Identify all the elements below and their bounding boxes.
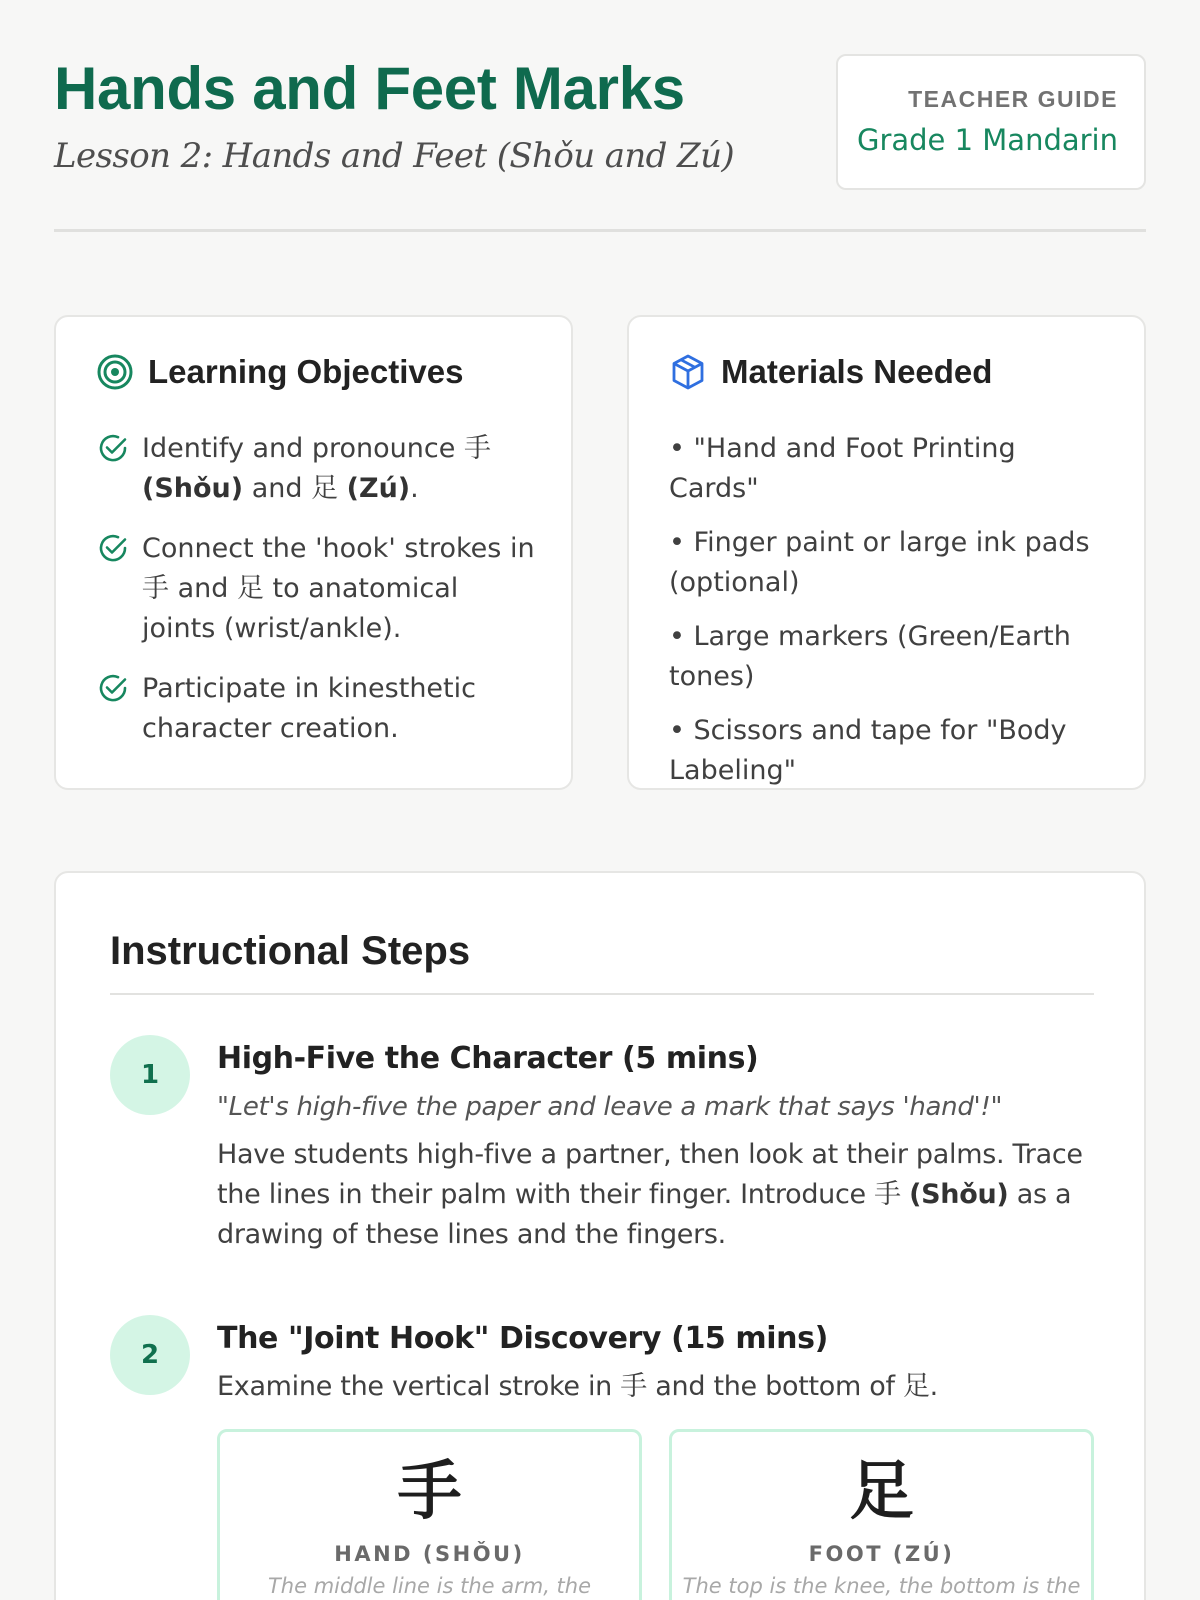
character-note: The middle line is the arm, the <box>267 1574 592 1598</box>
guide-grade: Grade 1 Mandarin <box>856 123 1118 157</box>
character-label: HAND (SHǑU) <box>334 1542 525 1566</box>
objective-text: Identify and pronounce 手 (Shǒu) and 足 (Zú). <box>142 433 491 504</box>
materials-title: Materials Needed <box>721 353 993 390</box>
objectives-title: Learning Objectives <box>148 353 464 390</box>
step-title: High-Five the Character (5 mins) <box>217 1041 759 1076</box>
check-circle-icon <box>96 531 130 565</box>
step-title: The "Joint Hook" Discovery (15 mins) <box>217 1321 828 1356</box>
step-description: Have students high-five a partner, then look at their palms. Trace the lines in their palm with their finger. Introduce 手 (Shǒu) as a drawing of these lines and the fingers. <box>217 1139 1083 1250</box>
steps-card <box>54 871 1146 1600</box>
character-glyph: 手 <box>397 1455 462 1529</box>
character-label: FOOT (ZÚ) <box>808 1542 955 1566</box>
page-header <box>54 50 1146 230</box>
objective-item <box>96 669 536 749</box>
objectives-header <box>96 353 463 391</box>
hand-character-card <box>217 1429 642 1600</box>
foot-character-card <box>669 1429 1094 1600</box>
material-item: • Scissors and tape for "Body Labeling" <box>669 715 1067 786</box>
step-number-badge: 1 <box>110 1035 190 1115</box>
page-title: Hands and Feet Marks <box>54 55 685 122</box>
materials-list <box>669 429 1109 805</box>
character-glyph: 足 <box>849 1455 914 1529</box>
steps-divider <box>110 993 1094 995</box>
check-circle-icon <box>96 671 130 705</box>
character-note: The top is the knee, the bottom is the <box>682 1574 1081 1598</box>
objective-text: Connect the 'hook' strokes in 手 and 足 to anatomical joints (wrist/ankle). <box>142 533 535 644</box>
step-number-badge: 2 <box>110 1315 190 1395</box>
materials-card <box>627 315 1146 790</box>
objective-text: Participate in kinesthetic character creation. <box>142 673 476 744</box>
material-item: • "Hand and Foot Printing Cards" <box>669 433 1016 504</box>
guide-label: TEACHER GUIDE <box>908 86 1118 112</box>
box-icon <box>669 353 707 391</box>
material-item: • Finger paint or large ink pads (optional) <box>669 527 1090 598</box>
objective-item <box>96 529 536 649</box>
step-body <box>217 1315 1094 1407</box>
objectives-card <box>54 315 573 790</box>
step-description: Examine the vertical stroke in 手 and the bottom of 足. <box>217 1371 938 1402</box>
header-divider <box>54 229 1146 232</box>
objective-item <box>96 429 536 509</box>
objectives-list <box>96 429 536 769</box>
steps-title: Instructional Steps <box>110 929 471 973</box>
material-item: • Large markers (Green/Earth tones) <box>669 621 1071 692</box>
materials-header <box>669 353 992 391</box>
teacher-guide-badge <box>836 54 1146 190</box>
check-circle-icon <box>96 431 130 465</box>
lesson-subtitle: Lesson 2: Hands and Feet (Shǒu and Zú) <box>54 136 735 176</box>
target-icon <box>96 353 134 391</box>
step-body <box>217 1035 1094 1255</box>
character-cards <box>217 1429 1094 1600</box>
step-quote: "Let's high-five the paper and leave a mark that says 'hand'!" <box>217 1092 1003 1122</box>
